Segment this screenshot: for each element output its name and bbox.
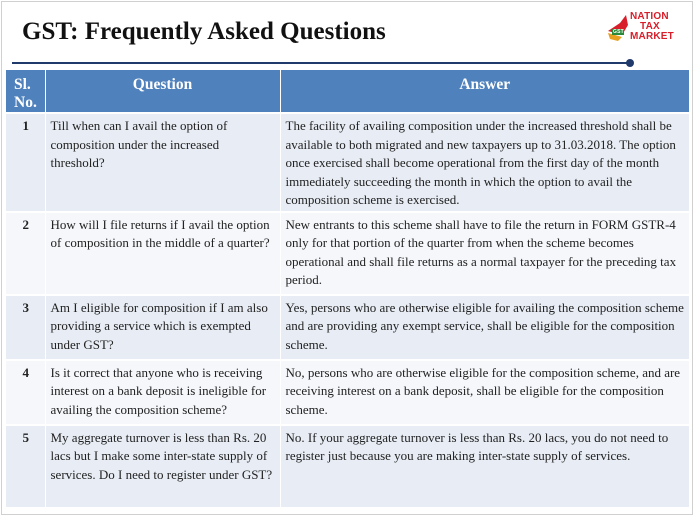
title-underline [12, 62, 629, 64]
row-sl-no: 5 [6, 425, 45, 507]
row-question: My aggregate turnover is less than Rs. 20 lacs but I make some inter-state supply of services. Do I need to register under GST? [45, 425, 280, 507]
row-question: Am I eligible for composition if I am also providing a service which is exempted under GST? [45, 295, 280, 360]
header-sl-no: Sl. No. [6, 70, 45, 113]
row-sl-no: 4 [6, 360, 45, 425]
table-header-row [6, 70, 689, 113]
row-answer: New entrants to this scheme shall have to file the return in FORM GSTR-4 only for that portion of the quarter from when the scheme becomes operational and shall file returns as a normal taxpayer for the preceding tax period. [280, 212, 689, 295]
table-row [6, 295, 689, 360]
row-answer: No, persons who are otherwise eligible for the composition scheme, and are receiving interest on a bank deposit, shall be eligible for the composition scheme. [280, 360, 689, 425]
table-row [6, 113, 689, 212]
row-answer: No. If your aggregate turnover is less than Rs. 20 lacs, you do not need to register just because you are making inter-state supply of services. [280, 425, 689, 507]
row-answer: The facility of availing composition under the increased threshold shall be available to both migrated and new taxpayers up to 31.03.2018. The option once exercised shall become operational from the first day of the month immediately succeeding the month in which the option to avail the composition scheme is exercised. [280, 113, 689, 212]
table-row [6, 425, 689, 507]
row-question: How will I file returns if I avail the option of composition in the middle of a quarter? [45, 212, 280, 295]
table-row [6, 212, 689, 295]
logo-line-3: MARKET [630, 31, 674, 42]
row-question: Till when can I avail the option of composition under the increased threshold? [45, 113, 280, 212]
logo-badge: GST [613, 29, 624, 35]
row-question: Is it correct that anyone who is receiving interest on a bank deposit is ineligible for availing the composition scheme? [45, 360, 280, 425]
nation-tax-market-logo [606, 9, 690, 47]
logo-line-1: NATION [630, 11, 669, 22]
row-sl-no: 2 [6, 212, 45, 295]
row-sl-no: 1 [6, 113, 45, 212]
row-sl-no: 3 [6, 295, 45, 360]
row-answer: Yes, persons who are otherwise eligible for availing the composition scheme and are providing any exempt service, shall be eligible for the composition scheme. [280, 295, 689, 360]
faq-table [6, 70, 689, 507]
title-underline-dot [626, 59, 634, 67]
header-question: Question [45, 70, 280, 113]
table-row [6, 360, 689, 425]
logo-line-2: TAX [640, 21, 660, 32]
page-title: GST: Frequently Asked Questions [22, 18, 386, 45]
header-answer: Answer [280, 70, 689, 113]
